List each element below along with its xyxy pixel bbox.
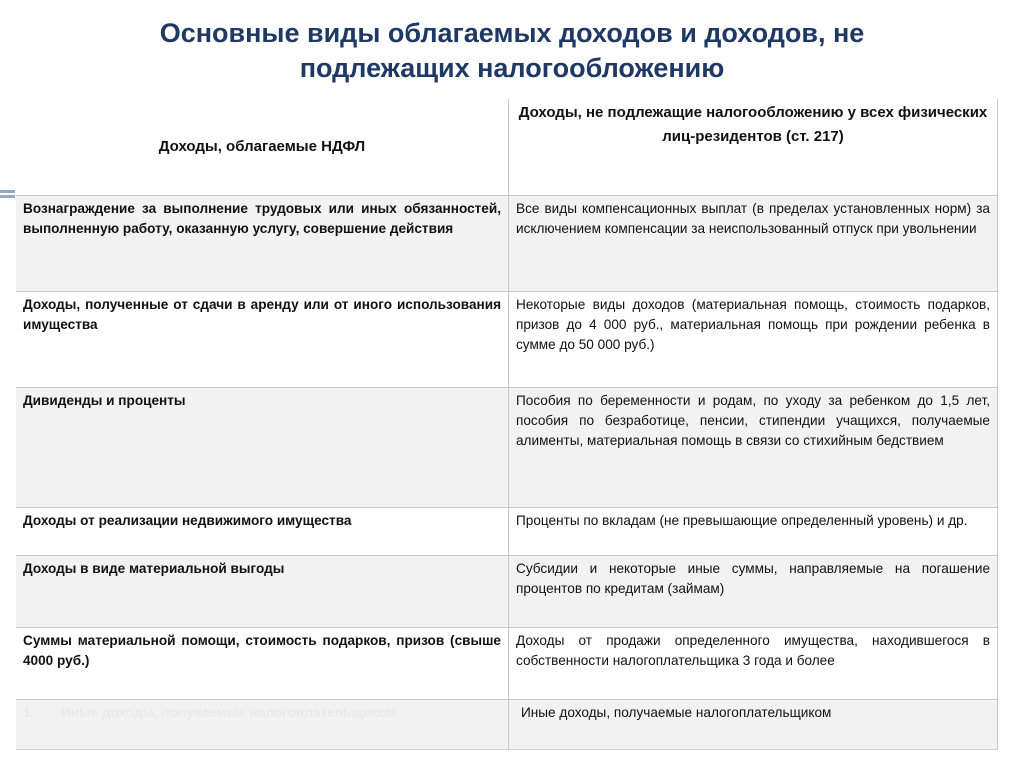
table-row <box>16 195 998 291</box>
income-table <box>16 99 998 749</box>
non-taxable-income-cell: Проценты по вкладам (не превышающие определенный уровень) и др. <box>509 507 998 555</box>
taxable-income-cell-faded <box>16 699 509 749</box>
taxable-income-cell: Вознаграждение за выполнение трудовых или иных обязанностей, выполненную работу, оказанную услугу, совершение действия <box>16 195 509 291</box>
table-row <box>16 387 998 507</box>
taxable-income-cell: Доходы от реализации недвижимого имущества <box>16 507 509 555</box>
non-taxable-income-cell: Некоторые виды доходов (материальная помощь, стоимость подарков, призов до 4 000 руб., материальная помощь при рождении ребенка в сумме до 50 000 руб.) <box>509 291 998 387</box>
table-row <box>16 627 998 699</box>
non-taxable-income-cell: Иные доходы, получаемые налогоплательщиком <box>509 699 998 749</box>
table-row <box>16 291 998 387</box>
faded-income-text: Иные доходы, получаемые налогоплательщиком <box>61 704 397 720</box>
non-taxable-income-cell: Все виды компенсационных выплат (в пределах установленных норм) за исключением компенсации за неиспользованный отпуск при увольнении <box>509 195 998 291</box>
page-title-line-1: Основные виды облагаемых доходов и доходов, не <box>159 18 865 48</box>
table-row <box>16 507 998 555</box>
table-row <box>16 555 998 627</box>
taxable-income-cell: Дивиденды и проценты <box>16 387 509 507</box>
income-table-grid <box>16 99 998 750</box>
table-row-last <box>16 699 998 749</box>
non-taxable-income-cell: Пособия по беременности и родам, по уходу за ребенком до 1,5 лет, пособия по безработице, пенсии, стипендии учащихся, получаемые алименты, материальная помощь в связи со стихийным бедствием <box>509 387 998 507</box>
table-header-row <box>16 99 998 195</box>
non-taxable-income-cell: Субсидии и некоторые иные суммы, направляемые на погашение процентов по кредитам (займам) <box>509 555 998 627</box>
page-title-line-2: подлежащих налогообложению <box>299 53 725 83</box>
list-number: 1. <box>23 704 35 720</box>
non-taxable-income-cell: Доходы от продажи определенного имущества, находившегося в собственности налогоплательщика 3 года и более <box>509 627 998 699</box>
taxable-income-cell: Суммы материальной помощи, стоимость подарков, призов (свыше 4000 руб.) <box>16 627 509 699</box>
header-taxable-income: Доходы, облагаемые НДФЛ <box>16 99 509 195</box>
taxable-income-cell: Доходы в виде материальной выгоды <box>16 555 509 627</box>
taxable-income-cell: Доходы, полученные от сдачи в аренду или от иного использования имущества <box>16 291 509 387</box>
decorative-side-bars <box>0 190 15 198</box>
page-title <box>0 16 1024 86</box>
header-non-taxable-income: Доходы, не подлежащие налогообложению у всех физических лиц-резидентов (ст. 217) <box>509 99 998 195</box>
